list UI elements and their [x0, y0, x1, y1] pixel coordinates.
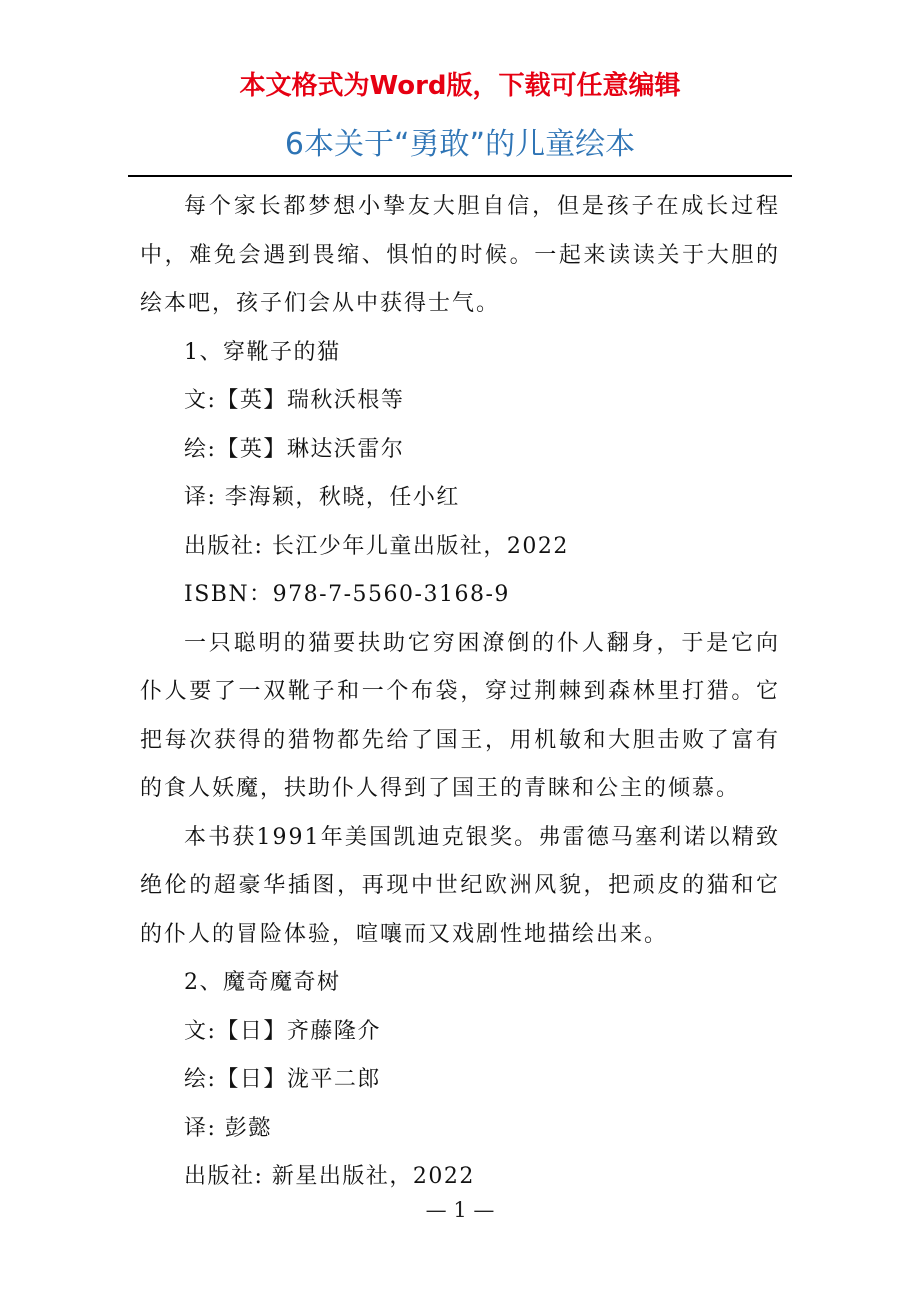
book-1-isbn: ISBN：978-7-5560-3168-9	[184, 582, 510, 607]
title-divider	[128, 175, 792, 177]
document-title: 6本关于“勇敢”的儿童绘本	[284, 127, 636, 162]
book-1-translator: 译: 李海颖，秋晓，任小红	[184, 485, 460, 510]
book-1-award: 本书获1991年美国凯迪克银奖。弗雷德马塞利诺以精致绝伦的超豪华插图，再现中世纪欧洲风貌，把顽皮的猫和它的仆人的冒险体验，喧嚷而又戏剧性地描绘出来。	[140, 824, 780, 947]
book-1-heading: 1、穿靴子的猫	[184, 339, 341, 365]
book-1-illustrator: 绘:【英】琳达沃雷尔	[184, 436, 405, 462]
book-1-publisher: 出版社: 长江少年儿童出版社，2022	[184, 533, 569, 559]
book-1-summary: 一只聪明的猫要扶助它穷困潦倒的仆人翻身，于是它向仆人要了一双靴子和一个布袋，穿过荆棘到森林里打猎。它把每次获得的猎物都先给了国王，用机敏和大胆击败了富有的食人妖魔，扶助仆人得到了国王的青睐和公主的倾慕。	[140, 630, 780, 801]
book-2-translator: 译: 彭懿	[184, 1115, 272, 1141]
book-2-author: 文:【日】齐藤隆介	[184, 1018, 381, 1044]
book-1-author: 文:【英】瑞秋沃根等	[184, 388, 405, 413]
page-number: — 1 —	[425, 1198, 495, 1222]
book-2-heading: 2、魔奇魔奇树	[184, 970, 341, 995]
document-body	[140, 183, 780, 1202]
book-2-illustrator: 绘:【日】泷平二郎	[184, 1067, 381, 1092]
intro-paragraph: 每个家长都梦想小挚友大胆自信，但是孩子在成长过程中，难免会遇到畏缩、惧怕的时候。一起来读读关于大胆的绘本吧，孩子们会从中获得士气。	[140, 194, 780, 316]
download-notice: 本文格式为Word版，下载可任意编辑	[239, 71, 681, 101]
book-2-publisher: 出版社: 新星出版社，2022	[184, 1164, 475, 1189]
